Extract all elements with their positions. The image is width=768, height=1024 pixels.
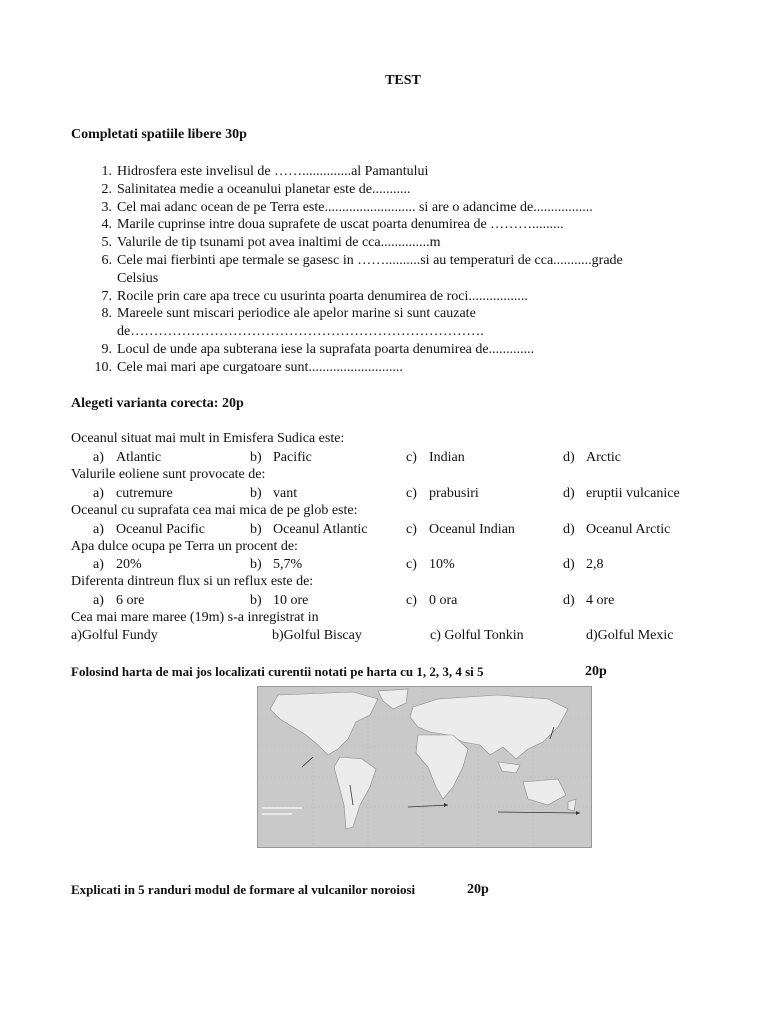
option-a: a) Atlantic xyxy=(93,450,162,465)
list-item: 7. Rocile prin care apa trece cu usurinta poarta denumirea de roci................. xyxy=(101,288,528,304)
question-text: Diferenta dintreun flux si un reflux este de: xyxy=(71,574,314,589)
option-d: d) 4 ore xyxy=(563,593,615,608)
question-text: Cea mai mare maree (19m) s-a inregistrat in xyxy=(71,610,319,625)
list-item: 3. Cel mai adanc ocean de pe Terra este.......................... si are o adancime de................. xyxy=(101,199,593,215)
option-a: a) 20% xyxy=(93,557,142,572)
option-d: d)Golful Mexic xyxy=(586,628,674,643)
question-text: Valurile eoliene sunt provocate de: xyxy=(71,467,266,482)
option-d: d) Oceanul Arctic xyxy=(563,522,671,537)
option-a: a) cutremure xyxy=(93,486,173,501)
section4-heading: Explicati in 5 randuri modul de formare al vulcanilor noroiosi xyxy=(71,882,416,897)
option-b: b) Oceanul Atlantic xyxy=(250,522,368,537)
world-map-image xyxy=(257,686,592,848)
option-b: b)Golful Biscay xyxy=(272,628,362,643)
question-text: Oceanul situat mai mult in Emisfera Sudica este: xyxy=(71,431,345,446)
list-item: 4. Marile cuprinse intre doua suprafete de uscat poarta denumirea de ………......... xyxy=(101,217,564,233)
question-text: Apa dulce ocupa pe Terra un procent de: xyxy=(71,539,298,554)
option-b: b) 5,7% xyxy=(250,557,303,572)
option-d: d) Arctic xyxy=(563,450,621,465)
section2-heading: Alegeti varianta corecta: 20p xyxy=(71,396,244,411)
section3-heading: Folosind harta de mai jos localizati curentii notati pe harta cu 1, 2, 3, 4 si 5 xyxy=(71,664,484,679)
option-a: a)Golful Fundy xyxy=(71,628,158,643)
fill-blanks-list xyxy=(90,163,730,377)
list-item: 5. Valurile de tip tsunami pot avea inaltimi de cca..............m xyxy=(101,235,441,251)
option-a: a) 6 ore xyxy=(93,593,145,608)
option-c: c) prabusiri xyxy=(406,486,479,501)
option-c: c) 0 ora xyxy=(406,593,458,608)
list-item: 8. Mareele sunt miscari periodice ale apelor marine si sunt cauzate de…………………………………………………………………. xyxy=(101,306,484,340)
list-item: 10. Cele mai mari ape curgatoare sunt........................... xyxy=(94,359,403,375)
list-item: 9. Locul de unde apa subterana iese la suprafata poarta denumirea de............. xyxy=(101,341,535,357)
option-c: c) 10% xyxy=(406,557,455,572)
option-c: c) Indian xyxy=(406,450,465,465)
list-item: 2. Salinitatea medie a oceanului planetar este de........... xyxy=(101,181,411,197)
option-b: b) vant xyxy=(250,486,298,501)
option-b: b) Pacific xyxy=(250,450,312,465)
option-a: a) Oceanul Pacific xyxy=(93,522,206,537)
option-c: c) Oceanul Indian xyxy=(406,522,515,537)
section1-heading: Completati spatiile libere 30p xyxy=(71,127,247,142)
question-text: Oceanul cu suprafata cea mai mica de pe glob este: xyxy=(71,503,358,518)
option-d: d) 2,8 xyxy=(563,557,604,572)
option-d: d) eruptii vulcanice xyxy=(563,486,680,501)
section3-points: 20p xyxy=(585,664,607,679)
list-item: 6. Cele mai fierbinti ape termale se gasesc in ……..........si au temperaturi de cca...........grade Celsius xyxy=(101,252,623,286)
option-b: b) 10 ore xyxy=(250,593,309,608)
section4-points: 20p xyxy=(467,882,489,897)
page-title: TEST xyxy=(385,73,421,88)
list-item: 1. Hidrosfera este invelisul de ……..............al Pamantului xyxy=(101,164,429,179)
option-c: c) Golful Tonkin xyxy=(430,628,524,643)
